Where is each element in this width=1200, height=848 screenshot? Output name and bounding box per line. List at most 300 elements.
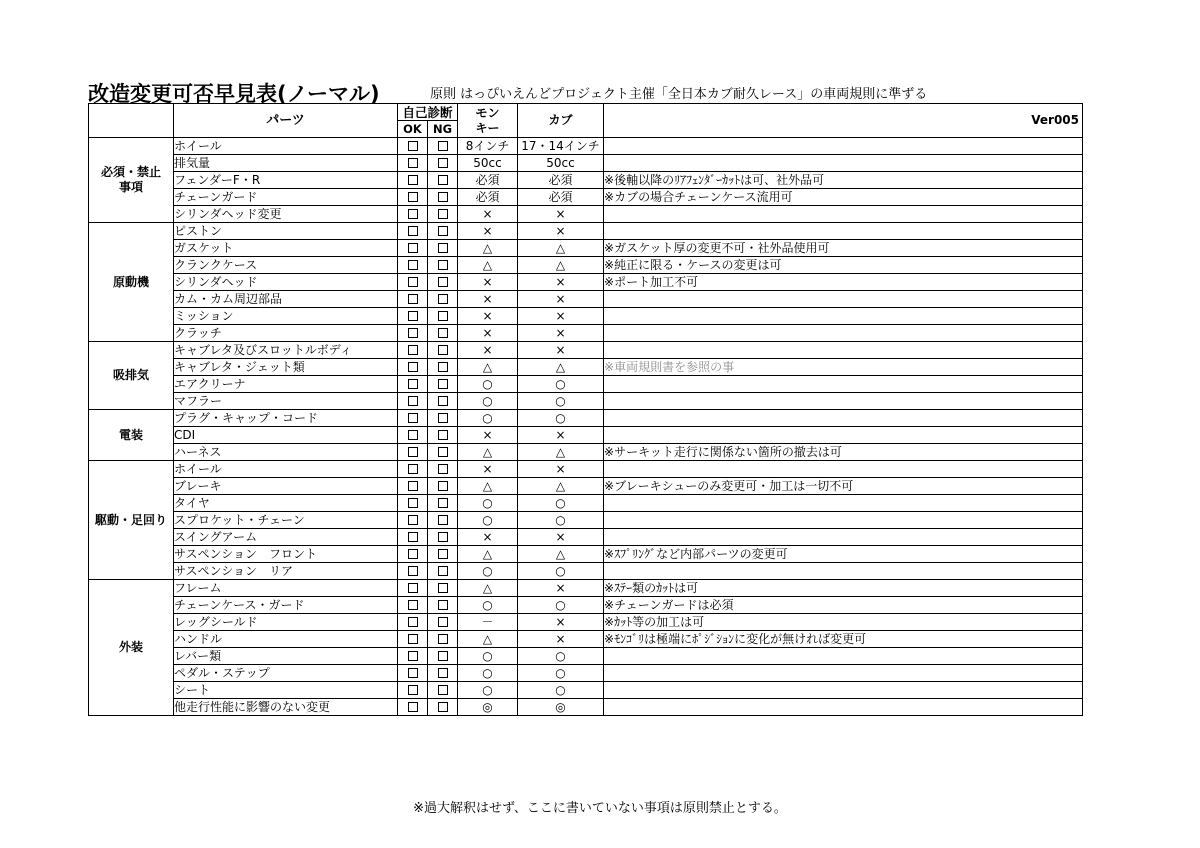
self-check-ng-checkbox[interactable] xyxy=(438,226,448,236)
self-check-ng-cell xyxy=(428,631,458,648)
self-check-ng-checkbox[interactable] xyxy=(438,651,448,661)
self-check-ng-cell xyxy=(428,189,458,206)
table-row xyxy=(89,223,1083,240)
self-check-ng-checkbox[interactable] xyxy=(438,158,448,168)
self-check-ng-cell xyxy=(428,580,458,597)
monkey-value: ○ xyxy=(458,495,518,512)
note-text xyxy=(604,682,1083,699)
monkey-value: ○ xyxy=(458,665,518,682)
category-label: 外装 xyxy=(89,580,174,716)
table-row xyxy=(89,665,1083,682)
self-check-ok-checkbox[interactable] xyxy=(408,141,418,151)
self-check-ng-checkbox[interactable] xyxy=(438,379,448,389)
table-row xyxy=(89,257,1083,274)
self-check-ng-checkbox[interactable] xyxy=(438,464,448,474)
self-check-ok-cell xyxy=(398,461,428,478)
version-label: Ver005 xyxy=(604,104,1083,138)
table-row xyxy=(89,359,1083,376)
self-check-ok-checkbox[interactable] xyxy=(408,209,418,219)
table-row xyxy=(89,614,1083,631)
note-text: ※ブレーキシューのみ変更可・加工は一切不可 xyxy=(604,478,1083,495)
self-check-ok-cell xyxy=(398,342,428,359)
self-check-ng-checkbox[interactable] xyxy=(438,617,448,627)
part-name: フェンダーF・R xyxy=(174,172,398,189)
self-check-ng-checkbox[interactable] xyxy=(438,328,448,338)
self-check-ok-cell xyxy=(398,206,428,223)
part-name: 他走行性能に影響のない変更 xyxy=(174,699,398,716)
note-text xyxy=(604,155,1083,172)
self-check-ok-cell xyxy=(398,648,428,665)
self-check-ng-cell xyxy=(428,682,458,699)
cub-value: △ xyxy=(518,546,604,563)
self-check-ok-checkbox[interactable] xyxy=(408,668,418,678)
header-self-check: 自己診断 xyxy=(398,104,458,121)
monkey-value: × xyxy=(458,325,518,342)
self-check-ng-cell xyxy=(428,308,458,325)
header-parts: パーツ xyxy=(174,104,398,138)
part-name: キャブレタ・ジェット類 xyxy=(174,359,398,376)
self-check-ok-cell xyxy=(398,563,428,580)
part-name: サスペンション リア xyxy=(174,563,398,580)
cub-value: × xyxy=(518,206,604,223)
monkey-value: ○ xyxy=(458,393,518,410)
table-row xyxy=(89,512,1083,529)
self-check-ng-cell xyxy=(428,206,458,223)
self-check-ok-checkbox[interactable] xyxy=(408,294,418,304)
part-name: プラグ・キャップ・コード xyxy=(174,410,398,427)
self-check-ng-cell xyxy=(428,495,458,512)
monkey-value: △ xyxy=(458,478,518,495)
self-check-ok-checkbox[interactable] xyxy=(408,481,418,491)
monkey-value: ◎ xyxy=(458,699,518,716)
part-name: ハーネス xyxy=(174,444,398,461)
self-check-ng-checkbox[interactable] xyxy=(438,532,448,542)
part-name: サスペンション フロント xyxy=(174,546,398,563)
cub-value: ○ xyxy=(518,648,604,665)
part-name: ホイール xyxy=(174,138,398,155)
self-check-ok-cell xyxy=(398,512,428,529)
self-check-ok-cell xyxy=(398,597,428,614)
table-row xyxy=(89,410,1083,427)
self-check-ok-cell xyxy=(398,529,428,546)
monkey-value: × xyxy=(458,274,518,291)
self-check-ng-cell xyxy=(428,359,458,376)
note-text: ※サーキット走行に関係ない箇所の撤去は可 xyxy=(604,444,1083,461)
self-check-ok-checkbox[interactable] xyxy=(408,379,418,389)
self-check-ng-checkbox[interactable] xyxy=(438,192,448,202)
self-check-ok-checkbox[interactable] xyxy=(408,362,418,372)
self-check-ng-cell xyxy=(428,614,458,631)
note-text: ※ｶｯﾄ等の加工は可 xyxy=(604,614,1083,631)
part-name: スプロケット・チェーン xyxy=(174,512,398,529)
part-name: シリンダヘッド xyxy=(174,274,398,291)
cub-value: × xyxy=(518,614,604,631)
category-label: 電装 xyxy=(89,410,174,461)
note-text: ※車両規則書を参照の事 xyxy=(604,359,1083,376)
cub-value: ◎ xyxy=(518,699,604,716)
self-check-ok-cell xyxy=(398,223,428,240)
monkey-value: × xyxy=(458,308,518,325)
table-row xyxy=(89,189,1083,206)
note-text: ※ポート加工不可 xyxy=(604,274,1083,291)
monkey-value: △ xyxy=(458,257,518,274)
self-check-ng-cell xyxy=(428,563,458,580)
self-check-ng-checkbox[interactable] xyxy=(438,396,448,406)
self-check-ok-checkbox[interactable] xyxy=(408,617,418,627)
part-name: スイングアーム xyxy=(174,529,398,546)
monkey-value: × xyxy=(458,342,518,359)
note-text xyxy=(604,495,1083,512)
note-text xyxy=(604,223,1083,240)
note-text xyxy=(604,393,1083,410)
cub-value: 必須 xyxy=(518,172,604,189)
self-check-ok-cell xyxy=(398,274,428,291)
table-row xyxy=(89,155,1083,172)
note-text xyxy=(604,325,1083,342)
self-check-ng-checkbox[interactable] xyxy=(438,362,448,372)
self-check-ok-checkbox[interactable] xyxy=(408,260,418,270)
monkey-value: × xyxy=(458,427,518,444)
self-check-ok-checkbox[interactable] xyxy=(408,192,418,202)
monkey-value: × xyxy=(458,461,518,478)
self-check-ok-cell xyxy=(398,257,428,274)
table-row xyxy=(89,291,1083,308)
self-check-ok-cell xyxy=(398,614,428,631)
self-check-ok-cell xyxy=(398,427,428,444)
part-name: CDI xyxy=(174,427,398,444)
table-row xyxy=(89,308,1083,325)
monkey-value: ○ xyxy=(458,376,518,393)
title-line xyxy=(88,78,1088,104)
self-check-ng-cell xyxy=(428,699,458,716)
note-text xyxy=(604,512,1083,529)
cub-value: △ xyxy=(518,478,604,495)
self-check-ng-cell xyxy=(428,410,458,427)
self-check-ng-cell xyxy=(428,376,458,393)
table-row xyxy=(89,648,1083,665)
self-check-ng-cell xyxy=(428,478,458,495)
self-check-ng-cell xyxy=(428,648,458,665)
monkey-value: ○ xyxy=(458,563,518,580)
self-check-ng-checkbox[interactable] xyxy=(438,566,448,576)
note-text: ※ガスケット厚の変更不可・社外品使用可 xyxy=(604,240,1083,257)
table-row xyxy=(89,580,1083,597)
self-check-ok-checkbox[interactable] xyxy=(408,515,418,525)
note-text xyxy=(604,563,1083,580)
self-check-ng-checkbox[interactable] xyxy=(438,175,448,185)
self-check-ok-cell xyxy=(398,291,428,308)
part-name: ミッション xyxy=(174,308,398,325)
self-check-ng-cell xyxy=(428,172,458,189)
monkey-value: 8インチ xyxy=(458,138,518,155)
monkey-value: △ xyxy=(458,546,518,563)
part-name: ガスケット xyxy=(174,240,398,257)
table-row xyxy=(89,563,1083,580)
self-check-ng-cell xyxy=(428,461,458,478)
self-check-ng-checkbox[interactable] xyxy=(438,702,448,712)
monkey-value: △ xyxy=(458,240,518,257)
self-check-ng-cell xyxy=(428,138,458,155)
self-check-ng-checkbox[interactable] xyxy=(438,141,448,151)
self-check-ok-cell xyxy=(398,682,428,699)
table-row xyxy=(89,597,1083,614)
cub-value: ○ xyxy=(518,495,604,512)
cub-value: △ xyxy=(518,240,604,257)
cub-value: ○ xyxy=(518,410,604,427)
self-check-ok-checkbox[interactable] xyxy=(408,566,418,576)
cub-value: ○ xyxy=(518,393,604,410)
self-check-ok-checkbox[interactable] xyxy=(408,447,418,457)
header-row-1 xyxy=(89,104,1083,121)
self-check-ok-cell xyxy=(398,699,428,716)
self-check-ok-checkbox[interactable] xyxy=(408,345,418,355)
self-check-ng-cell xyxy=(428,342,458,359)
self-check-ok-checkbox[interactable] xyxy=(408,464,418,474)
self-check-ok-cell xyxy=(398,631,428,648)
note-text xyxy=(604,376,1083,393)
note-text xyxy=(604,699,1083,716)
table-row xyxy=(89,699,1083,716)
self-check-ok-checkbox[interactable] xyxy=(408,498,418,508)
part-name: チェーンガード xyxy=(174,189,398,206)
self-check-ok-checkbox[interactable] xyxy=(408,685,418,695)
cub-value: × xyxy=(518,461,604,478)
note-text xyxy=(604,291,1083,308)
rules-table xyxy=(88,103,1083,716)
note-text: ※ﾓﾝｺﾞﾘは極端にﾎﾟｼﾞｼｮﾝに変化が無ければ変更可 xyxy=(604,631,1083,648)
page-title: 改造変更可否早見表(ノーマル) xyxy=(88,82,380,106)
monkey-value: 50cc xyxy=(458,155,518,172)
self-check-ok-checkbox[interactable] xyxy=(408,226,418,236)
cub-value: ○ xyxy=(518,376,604,393)
cub-value: △ xyxy=(518,444,604,461)
monkey-value: × xyxy=(458,223,518,240)
header-ok: OK xyxy=(398,121,428,138)
table-row xyxy=(89,138,1083,155)
table-row xyxy=(89,427,1083,444)
self-check-ok-checkbox[interactable] xyxy=(408,277,418,287)
self-check-ng-cell xyxy=(428,223,458,240)
self-check-ng-checkbox[interactable] xyxy=(438,668,448,678)
cub-value: 50cc xyxy=(518,155,604,172)
part-name: マフラー xyxy=(174,393,398,410)
cub-value: × xyxy=(518,223,604,240)
self-check-ok-checkbox[interactable] xyxy=(408,583,418,593)
monkey-value: △ xyxy=(458,359,518,376)
header-category-blank xyxy=(89,104,174,138)
footer-note: ※過大解釈はせず、ここに書いていない事項は原則禁止とする。 xyxy=(413,801,787,816)
table-row xyxy=(89,682,1083,699)
self-check-ng-checkbox[interactable] xyxy=(438,430,448,440)
self-check-ok-cell xyxy=(398,665,428,682)
self-check-ng-cell xyxy=(428,240,458,257)
self-check-ng-checkbox[interactable] xyxy=(438,243,448,253)
self-check-ok-checkbox[interactable] xyxy=(408,396,418,406)
self-check-ok-checkbox[interactable] xyxy=(408,634,418,644)
self-check-ok-cell xyxy=(398,240,428,257)
note-text xyxy=(604,529,1083,546)
self-check-ok-cell xyxy=(398,444,428,461)
self-check-ok-checkbox[interactable] xyxy=(408,311,418,321)
self-check-ok-cell xyxy=(398,478,428,495)
cub-value: × xyxy=(518,580,604,597)
self-check-ng-checkbox[interactable] xyxy=(438,413,448,423)
self-check-ok-cell xyxy=(398,308,428,325)
cub-value: × xyxy=(518,308,604,325)
part-name: フレーム xyxy=(174,580,398,597)
header-ng: NG xyxy=(428,121,458,138)
monkey-value: × xyxy=(458,206,518,223)
self-check-ok-checkbox[interactable] xyxy=(408,532,418,542)
cub-value: △ xyxy=(518,257,604,274)
self-check-ng-cell xyxy=(428,444,458,461)
self-check-ng-cell xyxy=(428,155,458,172)
self-check-ng-checkbox[interactable] xyxy=(438,260,448,270)
monkey-value: △ xyxy=(458,444,518,461)
self-check-ok-cell xyxy=(398,155,428,172)
self-check-ok-checkbox[interactable] xyxy=(408,600,418,610)
self-check-ng-cell xyxy=(428,597,458,614)
self-check-ok-checkbox[interactable] xyxy=(408,158,418,168)
self-check-ng-cell xyxy=(428,393,458,410)
monkey-value: ○ xyxy=(458,648,518,665)
self-check-ng-checkbox[interactable] xyxy=(438,481,448,491)
category-label: 必須・禁止 事項 xyxy=(89,138,174,223)
self-check-ng-checkbox[interactable] xyxy=(438,685,448,695)
category-label: 駆動・足回り xyxy=(89,461,174,580)
part-name: レバー類 xyxy=(174,648,398,665)
note-text xyxy=(604,206,1083,223)
table-row xyxy=(89,478,1083,495)
table-row xyxy=(89,631,1083,648)
self-check-ok-checkbox[interactable] xyxy=(408,328,418,338)
self-check-ok-cell xyxy=(398,393,428,410)
self-check-ng-checkbox[interactable] xyxy=(438,447,448,457)
part-name: 排気量 xyxy=(174,155,398,172)
self-check-ng-checkbox[interactable] xyxy=(438,277,448,287)
self-check-ok-checkbox[interactable] xyxy=(408,175,418,185)
self-check-ng-checkbox[interactable] xyxy=(438,600,448,610)
part-name: タイヤ xyxy=(174,495,398,512)
self-check-ng-cell xyxy=(428,546,458,563)
table-row xyxy=(89,342,1083,359)
note-text xyxy=(604,308,1083,325)
part-name: ブレーキ xyxy=(174,478,398,495)
part-name: エアクリーナ xyxy=(174,376,398,393)
cub-value: 必須 xyxy=(518,189,604,206)
cub-value: ○ xyxy=(518,512,604,529)
monkey-value: ○ xyxy=(458,512,518,529)
self-check-ng-checkbox[interactable] xyxy=(438,345,448,355)
self-check-ok-cell xyxy=(398,138,428,155)
self-check-ok-checkbox[interactable] xyxy=(408,430,418,440)
note-text xyxy=(604,648,1083,665)
note-text: ※チェーンガードは必須 xyxy=(604,597,1083,614)
table-row xyxy=(89,529,1083,546)
header-monkey: モン キー xyxy=(458,104,518,138)
cub-value: ○ xyxy=(518,682,604,699)
self-check-ng-cell xyxy=(428,325,458,342)
monkey-value: × xyxy=(458,529,518,546)
self-check-ng-cell xyxy=(428,512,458,529)
cub-value: × xyxy=(518,291,604,308)
part-name: キャブレタ及びスロットルボディ xyxy=(174,342,398,359)
table-row xyxy=(89,444,1083,461)
part-name: ハンドル xyxy=(174,631,398,648)
table-row xyxy=(89,495,1083,512)
self-check-ng-checkbox[interactable] xyxy=(438,549,448,559)
cub-value: × xyxy=(518,427,604,444)
self-check-ok-checkbox[interactable] xyxy=(408,243,418,253)
monkey-value: 必須 xyxy=(458,189,518,206)
monkey-value: × xyxy=(458,291,518,308)
cub-value: × xyxy=(518,342,604,359)
part-name: レッグシールド xyxy=(174,614,398,631)
self-check-ng-checkbox[interactable] xyxy=(438,498,448,508)
note-text: ※純正に限る・ケースの変更は可 xyxy=(604,257,1083,274)
note-text xyxy=(604,342,1083,359)
part-name: ピストン xyxy=(174,223,398,240)
self-check-ok-cell xyxy=(398,580,428,597)
self-check-ng-checkbox[interactable] xyxy=(438,209,448,219)
self-check-ok-cell xyxy=(398,546,428,563)
self-check-ng-cell xyxy=(428,665,458,682)
cub-value: ○ xyxy=(518,563,604,580)
monkey-value: △ xyxy=(458,631,518,648)
table-row xyxy=(89,325,1083,342)
part-name: チェーンケース・ガード xyxy=(174,597,398,614)
monkey-value: － xyxy=(458,614,518,631)
self-check-ng-cell xyxy=(428,257,458,274)
self-check-ok-checkbox[interactable] xyxy=(408,702,418,712)
self-check-ng-checkbox[interactable] xyxy=(438,634,448,644)
self-check-ok-checkbox[interactable] xyxy=(408,651,418,661)
table-row xyxy=(89,461,1083,478)
monkey-value: ○ xyxy=(458,597,518,614)
self-check-ok-checkbox[interactable] xyxy=(408,413,418,423)
category-label: 吸排気 xyxy=(89,342,174,410)
self-check-ok-cell xyxy=(398,410,428,427)
self-check-ok-cell xyxy=(398,189,428,206)
note-text: ※カブの場合チェーンケース流用可 xyxy=(604,189,1083,206)
self-check-ok-checkbox[interactable] xyxy=(408,549,418,559)
cub-value: 17・14インチ xyxy=(518,138,604,155)
cub-value: ○ xyxy=(518,597,604,614)
table-row xyxy=(89,172,1083,189)
table-row xyxy=(89,274,1083,291)
self-check-ng-checkbox[interactable] xyxy=(438,294,448,304)
cub-value: × xyxy=(518,529,604,546)
table-row xyxy=(89,376,1083,393)
note-text xyxy=(604,427,1083,444)
part-name: ホイール xyxy=(174,461,398,478)
table-row xyxy=(89,206,1083,223)
part-name: シリンダヘッド変更 xyxy=(174,206,398,223)
part-name: クラッチ xyxy=(174,325,398,342)
self-check-ng-checkbox[interactable] xyxy=(438,583,448,593)
table-row xyxy=(89,393,1083,410)
note-text xyxy=(604,410,1083,427)
self-check-ok-cell xyxy=(398,172,428,189)
self-check-ng-checkbox[interactable] xyxy=(438,515,448,525)
cub-value: × xyxy=(518,325,604,342)
self-check-ng-cell xyxy=(428,274,458,291)
part-name: カム・カム周辺部品 xyxy=(174,291,398,308)
monkey-value: 必須 xyxy=(458,172,518,189)
self-check-ng-checkbox[interactable] xyxy=(438,311,448,321)
monkey-value: ○ xyxy=(458,410,518,427)
self-check-ng-cell xyxy=(428,291,458,308)
